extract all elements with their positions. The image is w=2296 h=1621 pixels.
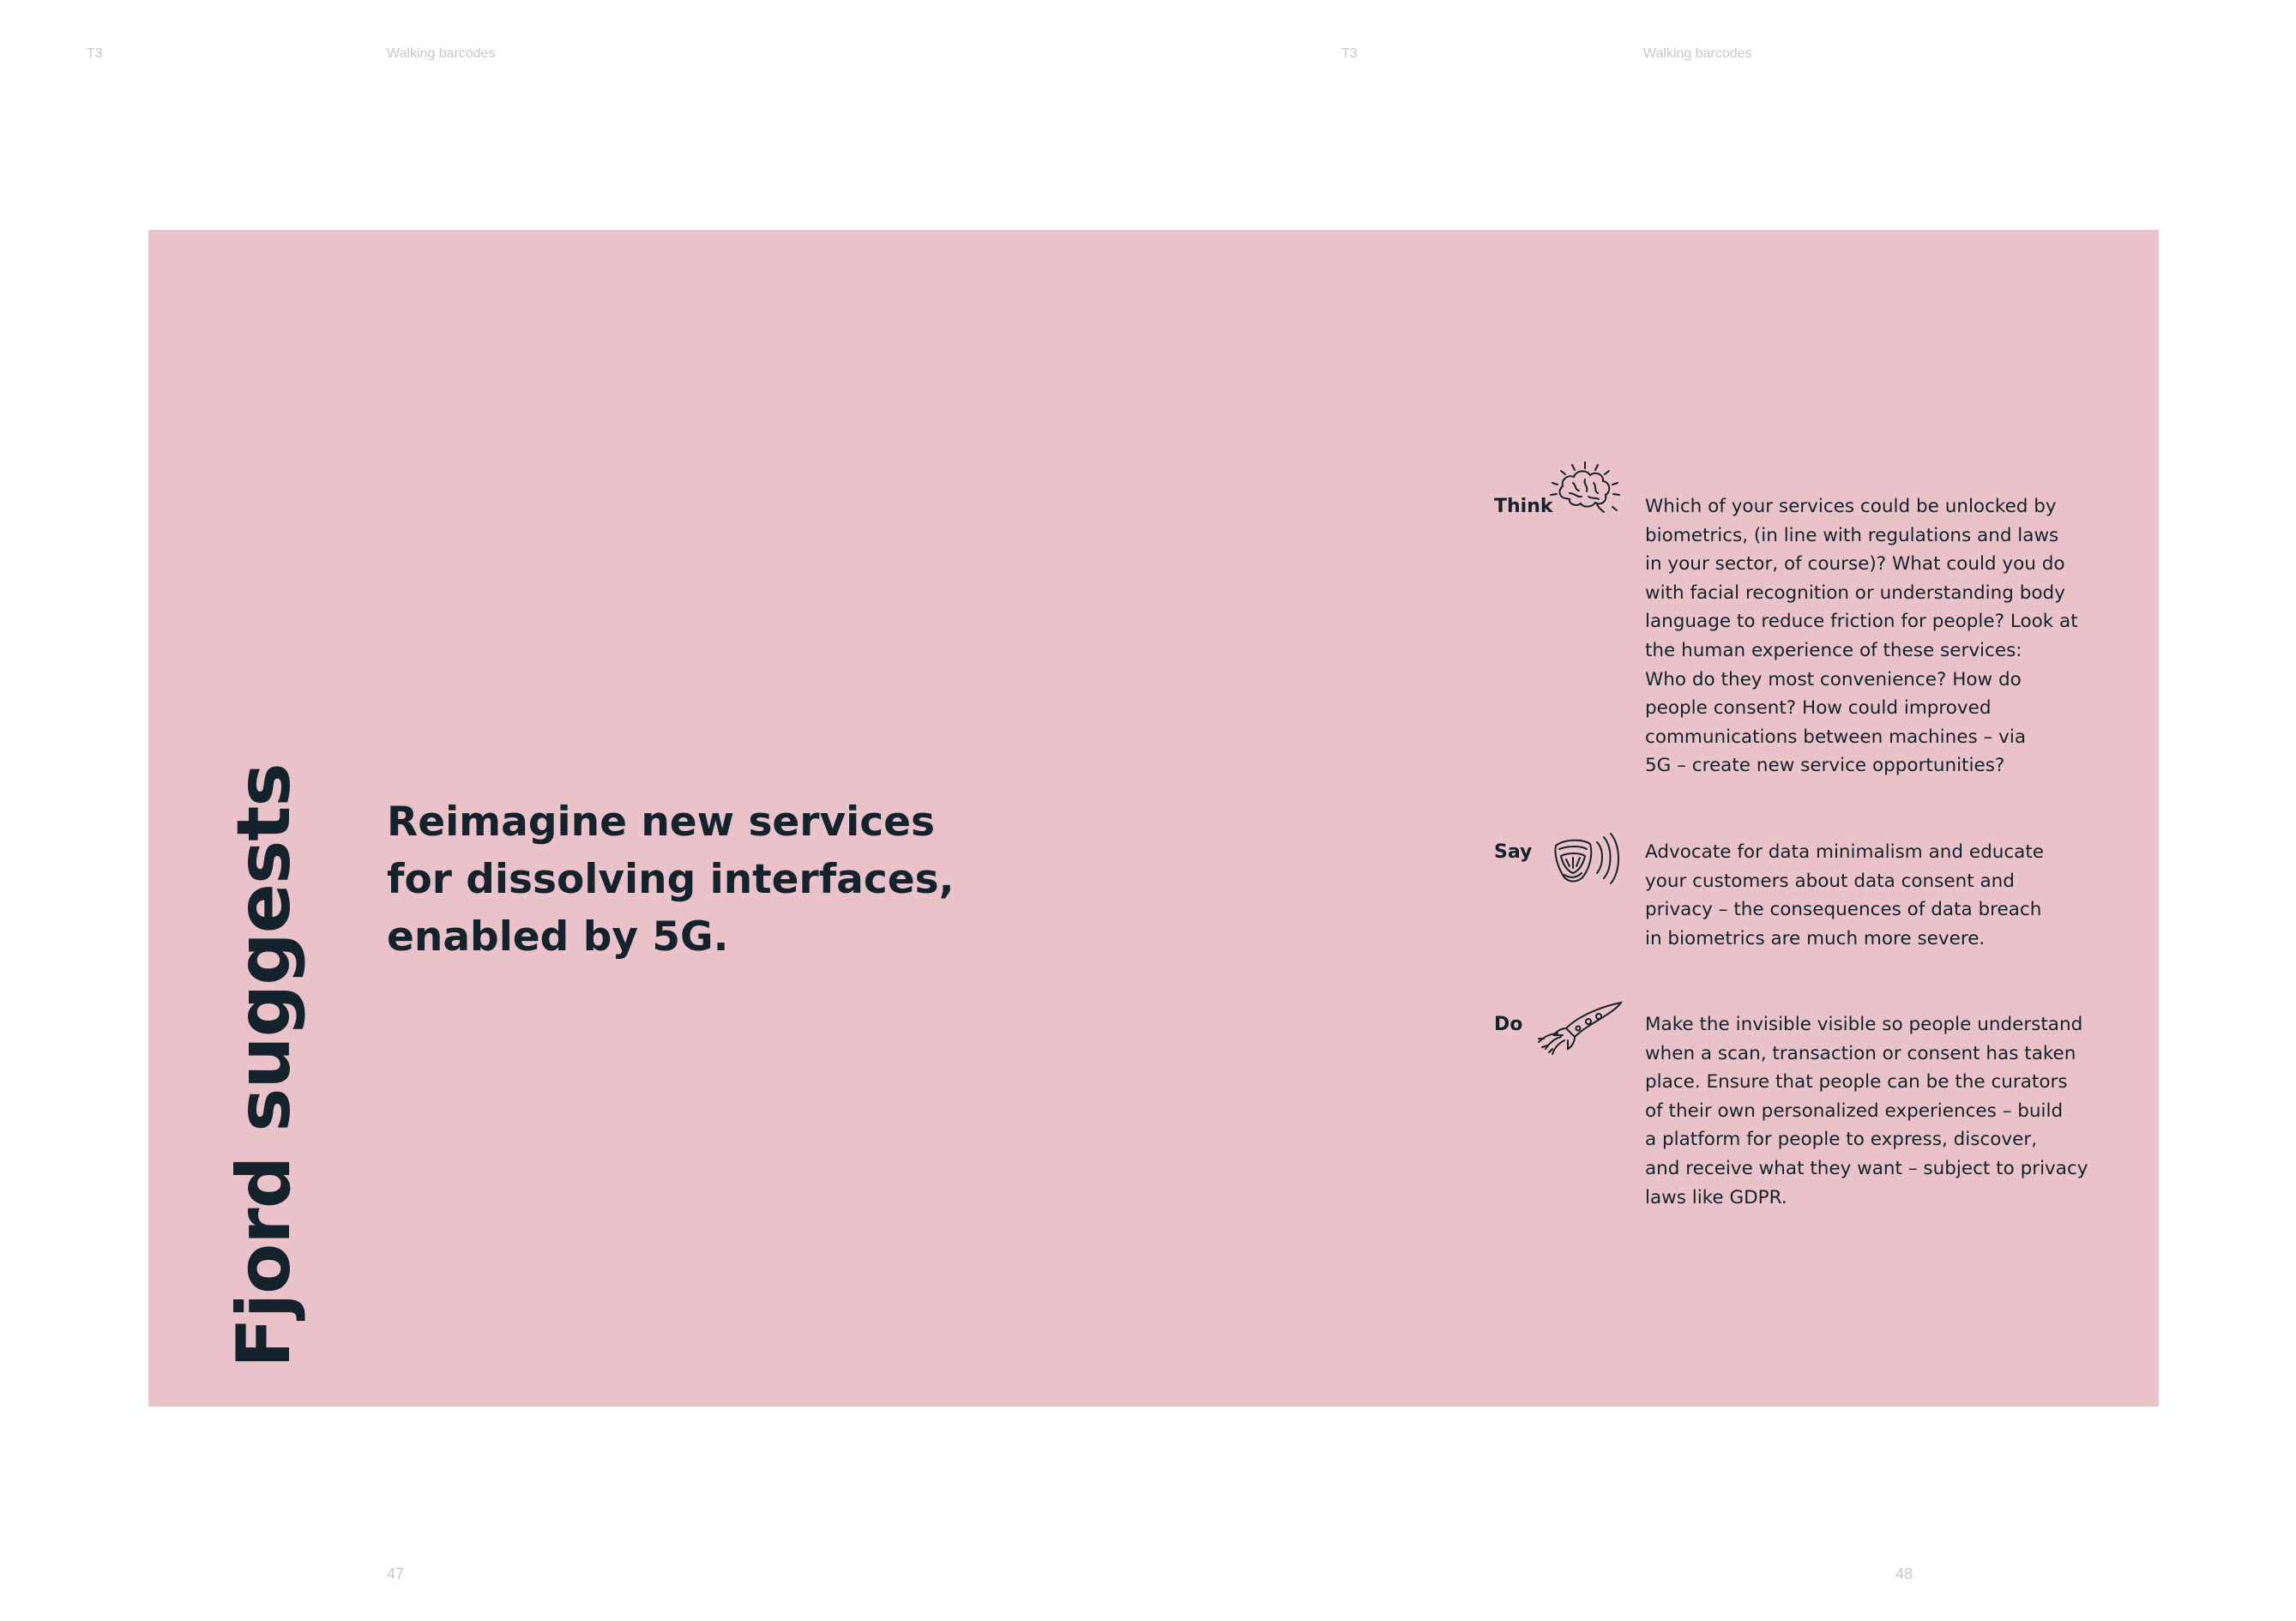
do-text-line: a platform for people to express, discover, <box>1645 1129 2038 1151</box>
running-head-left-section: T3 <box>87 46 103 61</box>
think-text-line: in your sector, of course)? What could you do <box>1645 553 2065 575</box>
think-text-line: people consent? How could improved <box>1645 697 1992 720</box>
speaking-mouth-icon <box>1549 830 1626 890</box>
running-head-right-title: Walking barcodes <box>1643 46 1752 61</box>
do-text-line: of their own personalized experiences – build <box>1645 1100 2064 1122</box>
do-text-line: laws like GDPR. <box>1645 1186 1787 1208</box>
page-number-left: 47 <box>387 1565 405 1582</box>
say-text-line: privacy – the consequences of data breach <box>1645 899 2042 921</box>
running-head-left-title: Walking barcodes <box>387 46 496 61</box>
say-text-line: Advocate for data minimalism and educate <box>1645 841 2045 863</box>
think-text-line: 5G – create new service opportunities? <box>1645 755 2005 777</box>
think-text-line: language to reduce friction for people? Look at <box>1645 611 2078 633</box>
say-text-line: in biometrics are much more severe. <box>1645 927 1986 949</box>
do-label: Do <box>1494 1014 1523 1035</box>
brain-icon <box>1544 459 1626 522</box>
do-text-line: when a scan, transaction or consent has taken <box>1645 1042 2076 1064</box>
think-text-line: Which of your services could be unlocked by <box>1645 496 2057 517</box>
think-text-line: the human experience of these services: <box>1645 639 2022 661</box>
say-text-line: your customers about data consent and <box>1645 870 2015 892</box>
do-text <box>1645 1010 2091 1212</box>
headline-line: enabled by 5G. <box>387 913 729 961</box>
think-text-line: with facial recognition or understanding body <box>1645 582 2065 604</box>
section-title: Fjord suggests <box>221 763 307 1368</box>
headline <box>387 793 987 966</box>
think-label: Think <box>1494 496 1553 517</box>
page-number-right: 48 <box>1895 1565 1913 1582</box>
think-text-line: biometrics, (in line with regulations and laws <box>1645 524 2059 546</box>
say-text <box>1645 838 2091 953</box>
do-text-line: Make the invisible visible so people understand <box>1645 1014 2083 1035</box>
think-text-line: Who do they most convenience? How do <box>1645 668 2022 690</box>
do-text-line: and receive what they want – subject to privacy <box>1645 1157 2088 1179</box>
headline-line: for dissolving interfaces, <box>387 856 955 903</box>
think-text <box>1645 492 2091 780</box>
do-text-line: place. Ensure that people can be the curators <box>1645 1071 2068 1094</box>
running-head-right-section: T3 <box>1341 46 1358 61</box>
say-label: Say <box>1494 841 1533 863</box>
rocket-icon <box>1535 999 1626 1056</box>
headline-line: Reimagine new services <box>387 798 935 846</box>
think-text-line: communications between machines – via <box>1645 726 2026 748</box>
